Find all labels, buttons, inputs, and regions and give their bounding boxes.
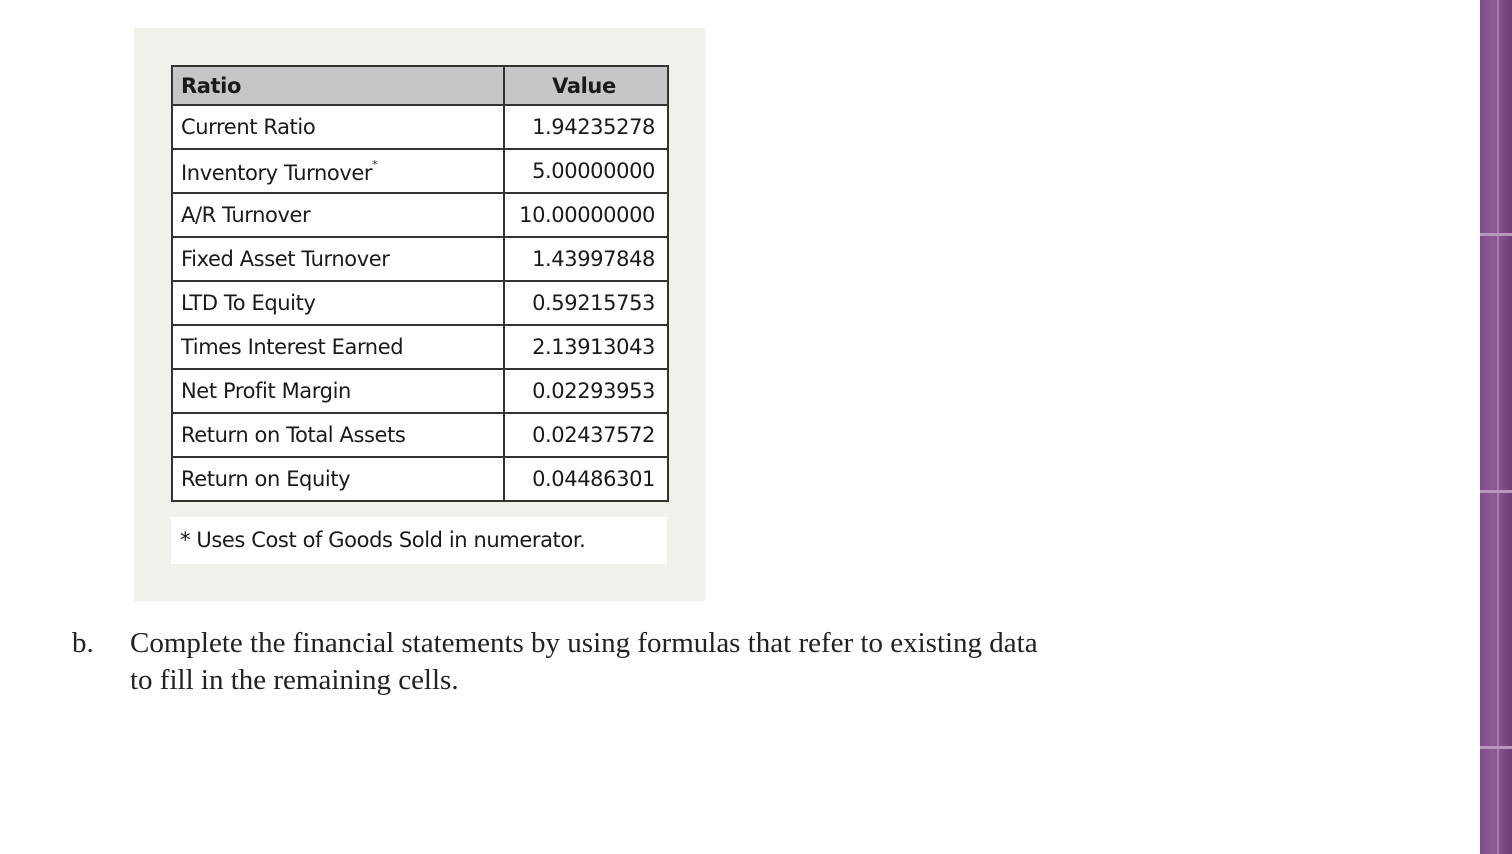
table-row [172,237,668,281]
ratio-name: LTD To Equity [172,281,504,325]
ratio-value: 0.02293953 [504,369,668,413]
side-bar-tick [1480,233,1512,236]
ratio-name: Current Ratio [172,105,504,149]
table-row [172,193,668,237]
ratio-value: 10.00000000 [504,193,668,237]
table-row [172,325,668,369]
question-line-2: to fill in the remaining cells. [130,664,459,696]
table-row [172,369,668,413]
table-header-row [172,66,668,105]
ratio-name: Net Profit Margin [172,369,504,413]
question-line-1: Complete the financial statements by using formulas that refer to existing data [130,627,1038,659]
question-text [130,625,1172,699]
ratio-value: 5.00000000 [504,149,668,193]
ratio-name: Times Interest Earned [172,325,504,369]
ratio-name: Fixed Asset Turnover [172,237,504,281]
ratio-name-cell [172,149,504,193]
ratio-name: Return on Equity [172,457,504,501]
ratio-figure [134,28,705,601]
ratio-value: 0.04486301 [504,457,668,501]
ratio-value: 0.59215753 [504,281,668,325]
ratio-value: 0.02437572 [504,413,668,457]
table-row [172,105,668,149]
table-row [172,281,668,325]
question-b [72,625,1172,699]
header-ratio: Ratio [172,66,504,105]
ratio-value: 2.13913043 [504,325,668,369]
table-footnote: * Uses Cost of Goods Sold in numerator. [171,517,667,564]
side-bar-tick [1480,746,1512,749]
ratio-value: 1.94235278 [504,105,668,149]
table-row [172,457,668,501]
question-label: b. [72,627,94,659]
ratio-value: 1.43997848 [504,237,668,281]
decorative-side-bar [1480,0,1512,854]
ratio-table [171,65,669,502]
ratio-name: Inventory Turnover [181,160,373,185]
side-bar-line [1497,0,1499,854]
table-row [172,149,668,193]
footnote-marker: * [372,157,378,171]
ratio-name: A/R Turnover [172,193,504,237]
side-bar-tick [1480,490,1512,493]
table-row [172,413,668,457]
header-value: Value [504,66,668,105]
ratio-name: Return on Total Assets [172,413,504,457]
